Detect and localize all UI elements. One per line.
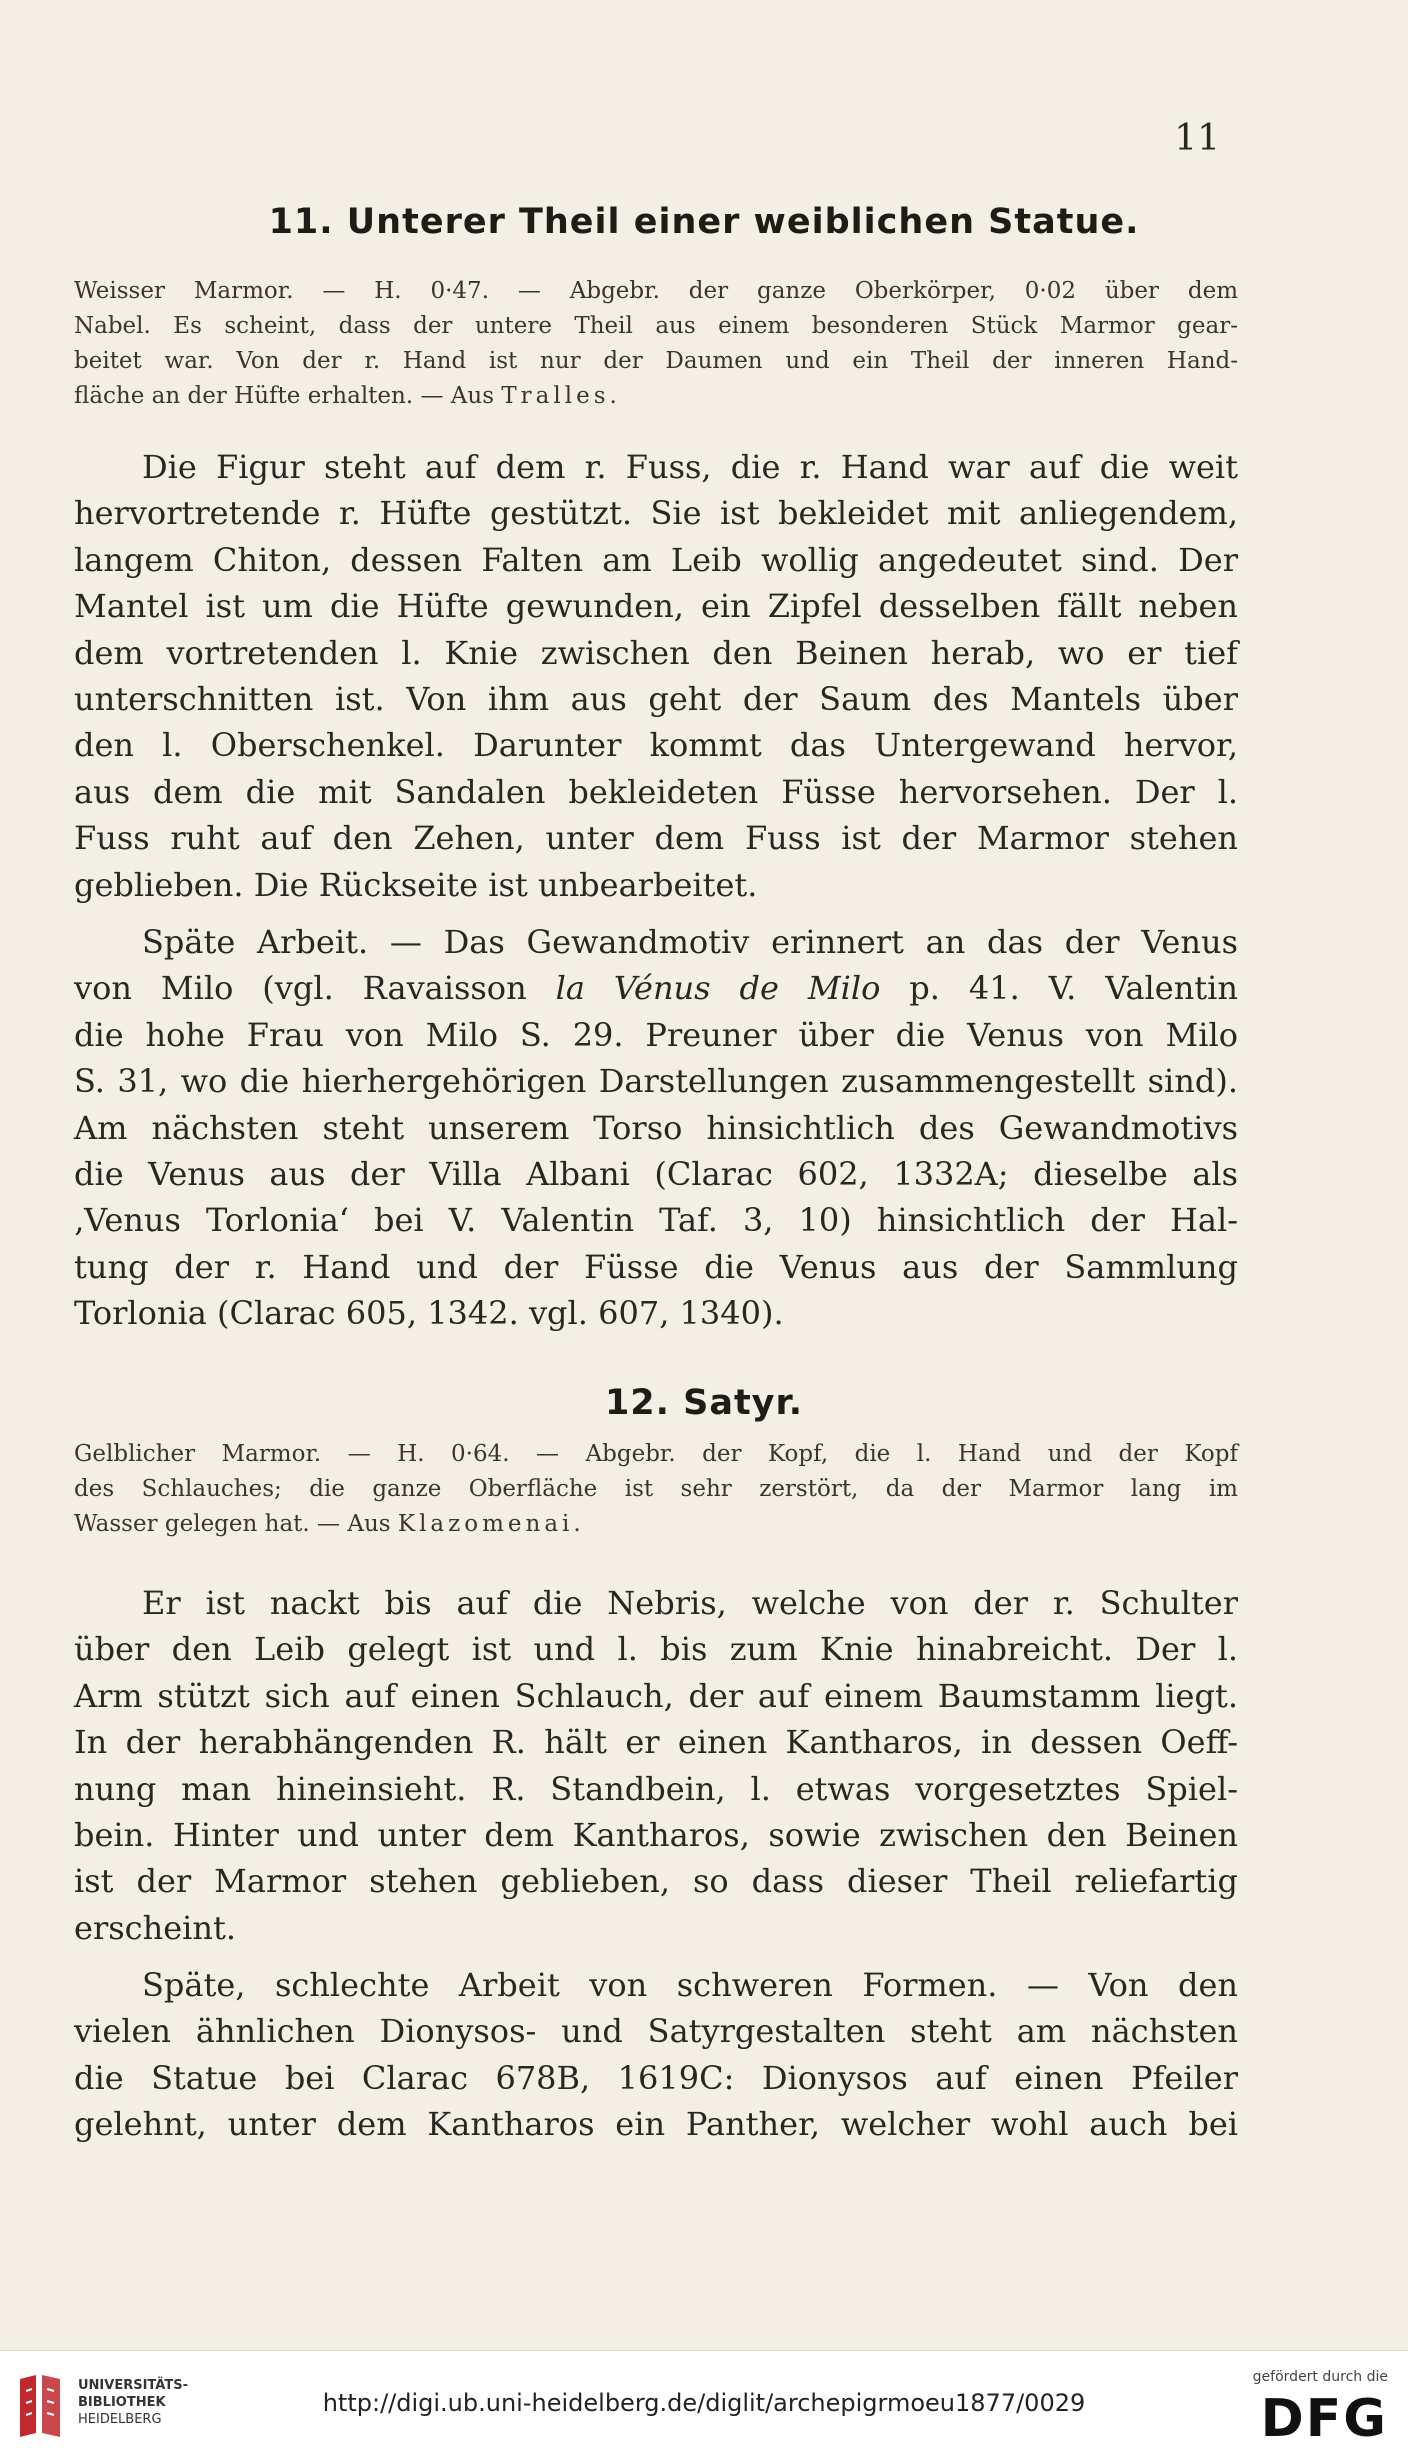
text-segment: p. 41. V. Valentin (880, 969, 1239, 1008)
text-line (74, 965, 1238, 1011)
text-line: ‚Venus Torlonia‘ bei V. Valentin Taf. 3, 10) hinsichtlich der Hal- (74, 1201, 1238, 1240)
text-line: Späte Arbeit. — Das Gewandmotiv erinnert an das der Venus (142, 923, 1238, 961)
section-12-commentary (74, 1962, 1238, 2148)
text-line: Späte, schlechte Arbeit von schweren Formen. — Von den (142, 1966, 1238, 2004)
meta-line: Nabel. Es scheint, dass der untere Theil aus einem besonderen Stück Marmor gear- (74, 313, 1238, 339)
provenance-place: Klazomenai. (397, 1511, 585, 1537)
library-name-line: UNIVERSITÄTS- (78, 2378, 188, 2393)
text-line: die Statue bei Clarac 678B, 1619C: Dionysos auf einen Pfeiler (74, 2058, 1238, 2097)
text-line: vielen ähnlichen Dionysos- und Satyrgestalten steht am nächsten (74, 2012, 1238, 2051)
section-11-description (74, 444, 1238, 908)
section-12-description (74, 1580, 1238, 1951)
page-number: 11 (1174, 118, 1220, 159)
library-name-line: HEIDELBERG (78, 2412, 162, 2427)
text-line: die Venus aus der Villa Albani (Clarac 602, 1332A; dieselbe als (74, 1154, 1238, 1193)
section-heading-12: 12. Satyr. (604, 1383, 804, 1423)
text-line: S. 31, wo die hierhergehörigen Darstellungen zusammengestellt sind). (74, 1062, 1238, 1101)
text-line: nung man hineinsieht. R. Standbein, l. etwas vorgesetztes Spiel- (74, 1769, 1238, 1808)
text-line: Arm stützt sich auf einen Schlauch, der auf einem Baumstamm liegt. (74, 1676, 1238, 1715)
text-line: aus dem die mit Sandalen bekleideten Füsse hervorsehen. Der l. (74, 772, 1238, 811)
text-line: unterschnitten ist. Von ihm aus geht der Saum des Mantels über (74, 679, 1238, 718)
permalink-url[interactable]: http://digi.ub.uni-heidelberg.de/diglit/archepigrmoeu1877/0029 (322, 2389, 1086, 2417)
meta-line: Gelblicher Marmor. — H. 0·64. — Abgebr. der Kopf, die l. Hand und der Kopf (74, 1441, 1238, 1467)
meta-text: Wasser gelegen hat. — Aus (74, 1511, 398, 1537)
meta-line: Weisser Marmor. — H. 0·47. — Abgebr. der ganze Oberkörper, 0·02 über dem (74, 278, 1238, 304)
text-line: In der herabhängenden R. hält er einen Kantharos, in dessen Oeff- (74, 1723, 1238, 1762)
meta-line-last (74, 1507, 1238, 1542)
text-line: die hohe Frau von Milo S. 29. Preuner über die Venus von Milo (74, 1015, 1238, 1054)
viewer-footer (0, 2350, 1408, 2455)
text-line: hervortretende r. Hüfte gestützt. Sie ist bekleidet mit anliegendem, (74, 494, 1238, 533)
text-line: Er ist nackt bis auf die Nebris, welche von der r. Schulter (142, 1584, 1238, 1622)
text-line-last: Torlonia (Clarac 605, 1342. vgl. 607, 1340). (74, 1294, 784, 1333)
meta-line-last (74, 379, 1238, 414)
funded-by-label: gefördert durch die (1252, 2369, 1388, 2385)
text-line: Am nächsten steht unserem Torso hinsichtlich des Gewandmotivs (74, 1108, 1238, 1147)
text-line: bein. Hinter und unter dem Kantharos, sowie zwischen den Beinen (74, 1815, 1238, 1854)
text-line: ist der Marmor stehen geblieben, so dass dieser Theil reliefartig (74, 1862, 1238, 1901)
text-segment: von Milo (vgl. Ravaisson (74, 969, 556, 1008)
text-line: Fuss ruht auf den Zehen, unter dem Fuss ist der Marmor stehen (74, 819, 1238, 858)
section-12-meta (74, 1437, 1238, 1542)
provenance-place: Tralles. (501, 383, 621, 409)
text-line: Die Figur steht auf dem r. Fuss, die r. Hand war auf die weit (142, 448, 1238, 486)
dfg-logo: DFG (1260, 2389, 1388, 2449)
text-line-last: erscheint. (74, 1908, 236, 1947)
text-line: langem Chiton, dessen Falten am Leib wollig angedeutet sind. Der (74, 540, 1238, 579)
meta-line: des Schlauches; die ganze Oberfläche ist sehr zerstört, da der Marmor lang im (74, 1476, 1238, 1502)
text-line: tung der r. Hand und der Füsse die Venus aus der Sammlung (74, 1247, 1238, 1286)
meta-text: fläche an der Hüfte erhalten. — Aus (74, 383, 502, 409)
text-line: Mantel ist um die Hüfte gewunden, ein Zipfel desselben fällt neben (74, 587, 1238, 626)
text-line-last: geblieben. Die Rückseite ist unbearbeitet. (74, 865, 758, 904)
section-heading-11: 11. Unterer Theil einer weiblichen Statue. (268, 202, 1140, 242)
text-line: dem vortretenden l. Knie zwischen den Beinen herab, wo er tief (74, 633, 1238, 672)
text-line: den l. Oberschenkel. Darunter kommt das Untergewand hervor, (74, 726, 1238, 765)
section-11-commentary (74, 919, 1238, 1337)
library-name-line: BIBLIOTHEK (78, 2395, 166, 2410)
section-11-meta (74, 274, 1238, 414)
text-line: über den Leib gelegt ist und l. bis zum Knie hinabreicht. Der l. (74, 1630, 1238, 1669)
meta-line: beitet war. Von der r. Hand ist nur der Daumen und ein Theil der inneren Hand- (74, 348, 1238, 374)
book-title: la Vénus de Milo (555, 969, 881, 1008)
text-line: gelehnt, unter dem Kantharos ein Panther, welcher wohl auch bei (74, 2105, 1238, 2144)
